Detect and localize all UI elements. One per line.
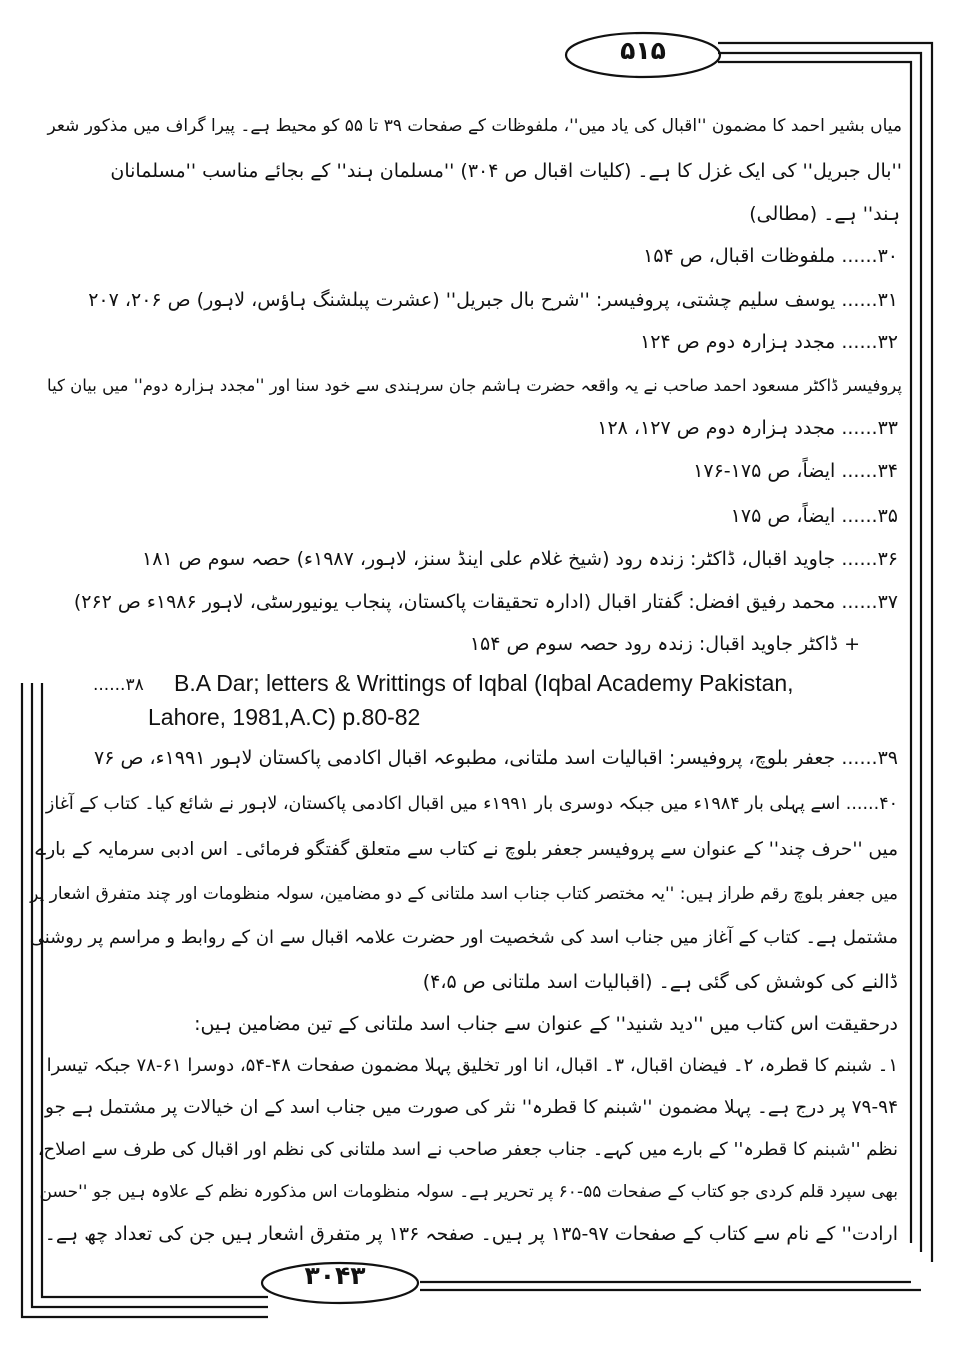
text-line: نظم ''شبنم کا قطرہ'' کے بارے میں کہے۔ جناب جعفر صاحب نے اسد ملتانی کی نظم اور اقبال کی طرف سے اصلاح،	[37, 1139, 898, 1160]
footnote-37: ۳۷...... محمد رفیق افضل: گفتار اقبال (ادارہ تحقیقات پاکستان، پنجاب یونیورسٹی، لاہور ۱۹۸۶ء ص ۲۶۲)	[73, 591, 898, 613]
text-line: بھی سپرد قلم کردی جو کتاب کے صفحات ۵۵-۶۰ پر تحریر ہے۔ سولہ منظومات اس مذکورہ نظم کے علاوہ ہیں جو ''حسن	[39, 1182, 898, 1202]
footnote-38-line2: Lahore, 1981,A.C) p.80-82	[148, 704, 421, 730]
footnote-38-number: ۳۸......	[93, 675, 144, 695]
page-number-top: ۵۱۵	[620, 36, 666, 65]
text-line: مشتمل ہے۔ کتاب کے آغاز میں جناب اسد کی شخصیت اور حضرت علامہ اقبال سے ان کے روابط و مراسم پر روشنی	[29, 927, 898, 948]
text-line: میں جعفر بلوچ رقم طراز ہیں: ''یہ مختصر کتاب جناب اسد ملتانی کے دو مضامین، سولہ منظومات اور چند متفرق اشعار پر	[30, 884, 898, 904]
footnote-39: ۳۹...... جعفر بلوچ، پروفیسر: اقبالیات اسد ملتانی، مطبوعہ اقبال اکادمی پاکستان لاہور ۱۹۹۱ء، ص ۷۶	[94, 747, 898, 769]
text-line: میاں بشیر احمد کا مضمون ''اقبال کی یاد میں''، ملفوظات کے صفحات ۳۹ تا ۵۵ کو محیط ہے۔ پیرا گراف میں مذکور شعر	[47, 116, 902, 136]
text-line: درحقیقت اس کتاب میں ''دید شنید'' کے عنوان سے جناب اسد ملتانی کے تین مضامین ہیں:	[194, 1013, 898, 1035]
footnote-38-line1: B.A Dar; letters & Writtings of Iqbal (Iqbal Academy Pakistan,	[174, 670, 794, 696]
footnote-32: ۳۲...... مجدد ہزارہ دوم ص ۱۲۴	[640, 331, 898, 353]
text-line: ۷۹-۹۴ پر درج ہے۔ پہلا مضمون ''شبنم کا قطرہ'' نثر کی صورت میں جناب اسد کے ان خیالات پر مشتمل ہے جو	[44, 1097, 898, 1118]
text-line: ڈالنے کی کوشش کی گئی ہے۔ (اقبالیات اسد ملتانی ص ۴،۵)	[422, 971, 898, 993]
footnote-30: ۳۰...... ملفوظات اقبال، ص ۱۵۴	[643, 245, 898, 267]
text-line: ''بال جبریل'' کی ایک غزل کا ہے۔ (کلیات اقبال ص ۳۰۴) ''مسلمان ہند'' کے بجائے مناسب ''مسلمانان	[110, 160, 902, 182]
text-line: ہند'' ہے۔ (مطالی)	[749, 203, 900, 225]
footnote-33: ۳۳...... مجدد ہزارہ دوم ص ۱۲۷، ۱۲۸	[597, 417, 898, 439]
footnote-31: ۳۱...... یوسف سلیم چشتی، پروفیسر: ''شرح بال جبریل'' (عشرت پبلشنگ ہاؤس، لاہور) ص ۲۰۶، ۲۰۷	[88, 289, 898, 311]
footnote-40: ۴۰...... اسے پہلی بار ۱۹۸۴ء میں جبکہ دوسری بار ۱۹۹۱ء میں اقبال اکادمی پاکستان، لاہور نے شائع کیا۔ کتاب کے آغاز	[45, 794, 898, 814]
text-line: ارادت'' کے نام سے کتاب کے صفحات ۹۷-۱۳۵ پر ہیں۔ صفحہ ۱۳۶ پر متفرق اشعار ہیں جن کی تعداد چھ ہے۔	[44, 1223, 898, 1245]
text-line: پروفیسر ڈاکٹر مسعود احمد صاحب نے یہ واقعہ حضرت ہاشم جان سرہندی سے خود سنا اور ''مجدد ہزارہ دوم'' میں بیان کیا	[47, 376, 902, 395]
page-number-bottom: ۳۰۴۳	[304, 1261, 366, 1290]
text-line: میں ''حرف چند'' کے عنوان سے پروفیسر جعفر بلوچ نے کتاب سے متعلق گفتگو فرمائی۔ اس ادبی سرمایہ کے بارے	[35, 839, 898, 860]
footnote-35: ۳۵...... ایضاً، ص ۱۷۵	[730, 505, 898, 527]
footnote-34: ۳۴...... ایضاً، ص ۱۷۵-۱۷۶	[693, 460, 898, 482]
text-line: + ڈاکٹر جاوید اقبال: زندہ رود حصہ سوم ص ۱۵۴	[469, 633, 860, 655]
text-line: ۱۔ شبنم کا قطرہ، ۲۔ فیضان اقبال، ۳۔ اقبال، انا اور تخلیق پہلا مضمون صفحات ۴۸-۵۴، دوسرا ۶۱-۷۸ جبکہ تیسرا	[46, 1055, 898, 1076]
footnote-36: ۳۶...... جاوید اقبال، ڈاکٹر: زندہ رود (شیخ غلام علی اینڈ سنز، لاہور، ۱۹۸۷ء) حصہ سوم ص ۱۸۱	[142, 548, 898, 570]
